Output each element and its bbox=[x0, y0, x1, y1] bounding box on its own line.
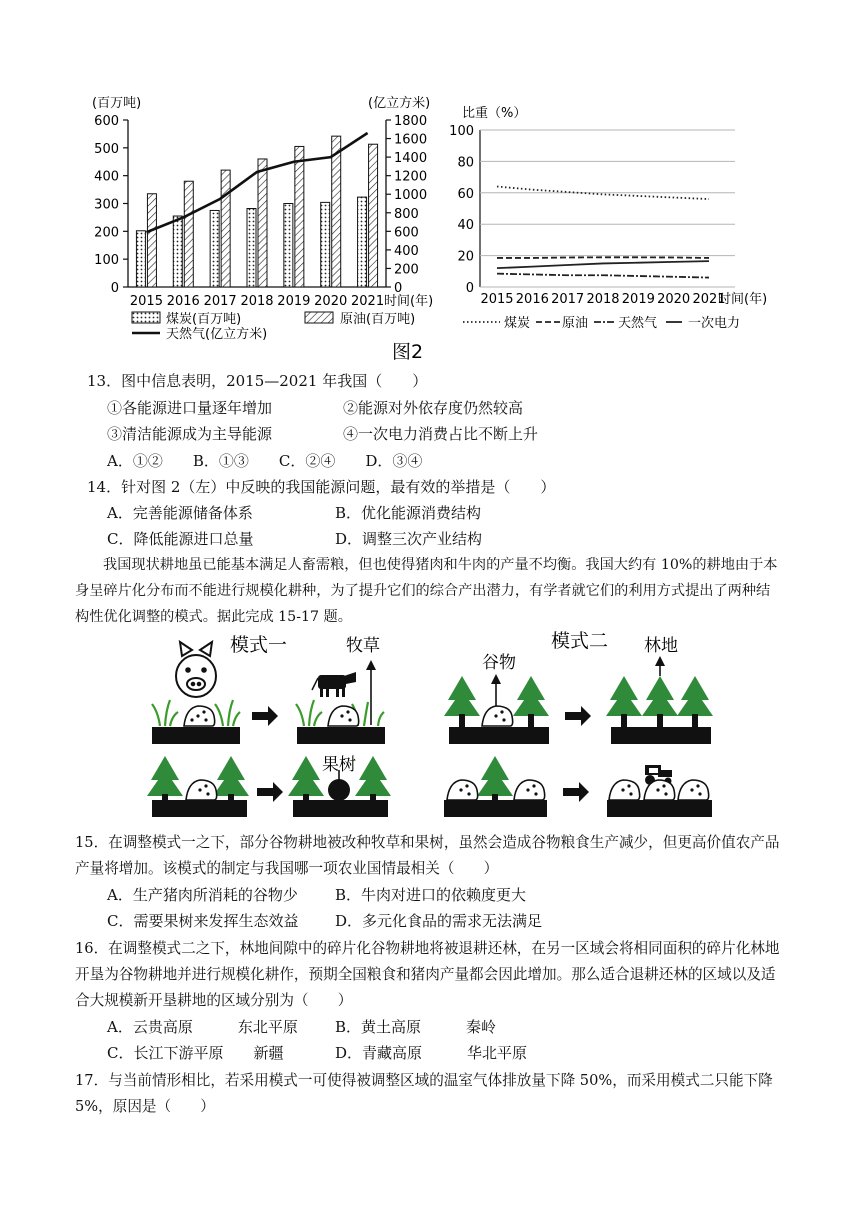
right-y-tick-label: 600 bbox=[394, 225, 419, 241]
q15-stem: 15．在调整模式一之下，部分谷物耕地被改种牧草和果树，虽然会造成谷物粮食生产减少，但更高价值农产品产量将增加。该模式的制定与我国哪一项农业国情最相关（ ） bbox=[75, 834, 780, 877]
grain-sack-icon bbox=[447, 780, 478, 800]
oil-share-line bbox=[497, 257, 709, 258]
left-x-tick-label: 2019 bbox=[277, 294, 311, 309]
q14-stem: 14．针对图 2（左）中反映的我国能源问题，最有效的举措是（ ） bbox=[87, 478, 556, 496]
right-chart-y-tick-label: 80 bbox=[457, 155, 474, 171]
right-chart-y-label: 比重（%） bbox=[462, 106, 527, 121]
right-y-tick-label: 0 bbox=[394, 281, 403, 296]
bar-coal bbox=[284, 204, 293, 288]
q14-option-b: B．优化能源消费结构 bbox=[335, 504, 482, 522]
right-chart-x-tick-label: 2019 bbox=[621, 292, 655, 307]
q15-option-c: C．需要果树来发挥生态效益 bbox=[107, 912, 299, 930]
bar-coal bbox=[321, 202, 330, 287]
right-chart-x-tick-label: 2015 bbox=[480, 292, 514, 307]
right-y-tick-label: 1200 bbox=[394, 169, 428, 185]
pine-tree-icon bbox=[606, 676, 642, 727]
grain-sack-icon bbox=[609, 780, 640, 800]
right-y-tick-label: 200 bbox=[394, 262, 419, 278]
pine-tree-icon bbox=[677, 676, 713, 727]
soil-strip bbox=[611, 727, 711, 744]
soil-strip bbox=[444, 800, 547, 817]
soil-strip bbox=[293, 800, 388, 817]
right-y-axis-label: (亿立方米) bbox=[368, 96, 431, 111]
legend-r-coal-label: 煤炭 bbox=[504, 316, 531, 331]
right-y-tick-label: 800 bbox=[394, 206, 419, 222]
pine-tree-icon bbox=[147, 756, 183, 800]
cattle-icon bbox=[312, 672, 356, 697]
legend-oil-swatch bbox=[305, 312, 333, 323]
right-y-tick-label: 1000 bbox=[394, 188, 428, 204]
left-y-tick-label: 400 bbox=[94, 169, 119, 185]
bar-oil bbox=[221, 170, 230, 287]
q16-option-c: C．长江下游平原 新疆 bbox=[107, 1044, 284, 1062]
figure-caption: 图2 bbox=[392, 341, 424, 363]
up-arrow-head bbox=[655, 656, 665, 666]
left-y-axis-label: (百万吨) bbox=[92, 96, 142, 111]
bar-coal bbox=[136, 231, 145, 287]
q15-option-d: D．多元化食品的需求无法满足 bbox=[335, 912, 543, 930]
grain-sack-icon bbox=[186, 780, 217, 800]
bar-oil bbox=[332, 136, 341, 287]
pine-tree-icon bbox=[444, 676, 480, 727]
q13-option-2: ②能源对外依存度仍然较高 bbox=[343, 399, 524, 417]
bar-coal bbox=[210, 210, 219, 287]
left-x-tick-label: 2020 bbox=[314, 294, 348, 309]
left-y-tick-label: 300 bbox=[94, 197, 119, 213]
q13-option-3: ③清洁能源成为主导能源 bbox=[107, 425, 273, 443]
q15-option-b: B．牛肉对进口的依赖度更大 bbox=[335, 886, 527, 904]
q16-option-a: A．云贵高原 东北平原 bbox=[107, 1018, 298, 1036]
right-chart-y-tick-label: 20 bbox=[457, 249, 474, 265]
right-chart-y-tick-label: 40 bbox=[457, 218, 474, 234]
left-y-tick-label: 200 bbox=[94, 225, 119, 241]
pattern-diagram bbox=[147, 630, 713, 817]
left-y-tick-label: 100 bbox=[94, 253, 119, 269]
left-chart bbox=[92, 95, 433, 342]
label-pasture: 牧草 bbox=[346, 636, 380, 656]
left-x-tick-label: 2015 bbox=[129, 294, 163, 309]
q13-option-4: ④一次电力消费占比不断上升 bbox=[343, 425, 539, 443]
q17-stem: 17．与当前情形相比，若采用模式一可使得被调整区域的温室气体排放量下降 50%，而采用模式二只能下降 5%，原因是（ ） bbox=[75, 1072, 773, 1115]
bar-oil bbox=[258, 159, 267, 287]
label-fruit: 果树 bbox=[322, 755, 356, 775]
pig-icon bbox=[176, 642, 216, 697]
right-chart-x-tick-label: 2021 bbox=[692, 292, 726, 307]
legend-r-gas-label: 天然气 bbox=[618, 316, 658, 331]
right-chart-x-tick-label: 2016 bbox=[515, 292, 549, 307]
q14-option-c: C．降低能源进口总量 bbox=[107, 530, 254, 548]
left-x-tick-label: 2017 bbox=[203, 294, 237, 309]
soil-strip bbox=[297, 727, 385, 744]
right-chart-y-tick-label: 100 bbox=[449, 124, 474, 139]
grain-sack-icon bbox=[184, 706, 215, 726]
legend-coal-label: 煤炭(百万吨) bbox=[166, 312, 242, 327]
bar-oil bbox=[369, 144, 378, 287]
legend-oil-label: 原油(百万吨) bbox=[340, 312, 416, 327]
up-arrow-head bbox=[366, 660, 376, 670]
right-chart bbox=[449, 106, 767, 331]
soil-strip bbox=[449, 727, 549, 744]
bar-coal bbox=[173, 216, 182, 287]
right-chart-x-tick-label: 2020 bbox=[657, 292, 691, 307]
arrow-icon bbox=[565, 706, 591, 726]
right-y-tick-label: 1600 bbox=[394, 132, 428, 148]
q15-option-a: A．生产猪肉所消耗的谷物少 bbox=[107, 886, 298, 904]
bar-coal bbox=[247, 209, 256, 287]
legend-gas-label: 天然气(亿立方米) bbox=[166, 327, 268, 342]
grain-sack-icon bbox=[482, 706, 513, 726]
bar-oil bbox=[184, 181, 193, 287]
mode1-title: 模式一 bbox=[230, 634, 288, 656]
pine-tree-icon bbox=[513, 676, 549, 727]
q16-option-b: B．黄土高原 秦岭 bbox=[335, 1018, 497, 1036]
legend-r-oil-label: 原油 bbox=[562, 316, 589, 331]
right-y-tick-label: 1400 bbox=[394, 151, 428, 167]
left-y-tick-label: 600 bbox=[94, 114, 119, 129]
soil-strip bbox=[607, 800, 712, 817]
left-x-tick-label: 2018 bbox=[240, 294, 274, 309]
left-y-tick-label: 0 bbox=[110, 281, 119, 296]
pine-tree-icon bbox=[288, 756, 324, 800]
q14-option-a: A．完善能源储备体系 bbox=[107, 504, 253, 522]
q16-stem: 16．在调整模式二之下，林地间隙中的碎片化谷物耕地将被退耕还林，在另一区域会将相同面积的碎片化林地开垦为谷物耕地并进行规模化耕作，预期全国粮食和猪肉产量都会因此增加。那么适合退耕还林的区域以及适合大规模新开垦耕地的区域分别为（ ） bbox=[75, 940, 780, 1009]
grain-sack-icon bbox=[328, 706, 359, 726]
right-chart-y-tick-label: 60 bbox=[457, 186, 474, 202]
q13-stem: 13．图中信息表明，2015—2021 年我国（ ） bbox=[87, 372, 428, 390]
bar-oil bbox=[295, 146, 304, 287]
power-share-line bbox=[497, 261, 709, 268]
label-grain: 谷物 bbox=[482, 653, 516, 673]
pine-tree-icon bbox=[477, 756, 513, 800]
label-forest: 林地 bbox=[644, 636, 678, 656]
bar-oil bbox=[147, 194, 156, 287]
grain-sack-icon bbox=[678, 780, 709, 800]
gas-share-line bbox=[497, 274, 709, 278]
q13-choices: A．①② B．①③ C．②④ D．③④ bbox=[107, 452, 423, 470]
legend-coal-swatch bbox=[132, 312, 160, 323]
pine-tree-icon bbox=[355, 756, 391, 800]
right-chart-x-tick-label: 2018 bbox=[586, 292, 620, 307]
q14-option-d: D．调整三次产业结构 bbox=[335, 530, 483, 548]
right-chart-x-axis-label: 时间(年) bbox=[718, 292, 768, 307]
right-y-tick-label: 1800 bbox=[394, 114, 428, 129]
passage: 我国现状耕地虽已能基本满足人畜需粮，但也使得猪肉和牛肉的产量不均衡。我国大约有 10%的耕地由于本身呈碎片化分布而不能进行规模化耕种，为了提升它们的综合产出潜力，有学者就它们的利用方式提出了两种结构性优化调整的模式。据此完成 15-17 题。 bbox=[75, 557, 778, 625]
arrow-icon bbox=[563, 782, 589, 802]
bar-coal bbox=[358, 197, 367, 287]
pine-tree-icon bbox=[213, 756, 249, 800]
right-y-tick-label: 400 bbox=[394, 243, 419, 259]
right-chart-x-tick-label: 2017 bbox=[551, 292, 585, 307]
soil-strip bbox=[152, 800, 247, 817]
grain-sack-icon bbox=[514, 780, 545, 800]
left-x-tick-label: 2016 bbox=[166, 294, 200, 309]
left-x-axis-label: 时间(年) bbox=[384, 294, 434, 309]
left-y-tick-label: 500 bbox=[94, 141, 119, 157]
pine-tree-icon bbox=[642, 676, 678, 727]
legend-r-power-label: 一次电力 bbox=[688, 316, 741, 331]
arrow-icon bbox=[257, 782, 283, 802]
left-x-tick-label: 2021 bbox=[351, 294, 385, 309]
up-arrow-head bbox=[491, 674, 501, 684]
arrow-icon bbox=[252, 706, 278, 726]
mode2-title: 模式二 bbox=[551, 630, 609, 652]
q16-option-d: D．青藏高原 华北平原 bbox=[335, 1044, 528, 1062]
right-chart-y-tick-label: 0 bbox=[465, 281, 474, 296]
q13-option-1: ①各能源进口量逐年增加 bbox=[107, 399, 273, 417]
soil-strip bbox=[152, 727, 240, 744]
